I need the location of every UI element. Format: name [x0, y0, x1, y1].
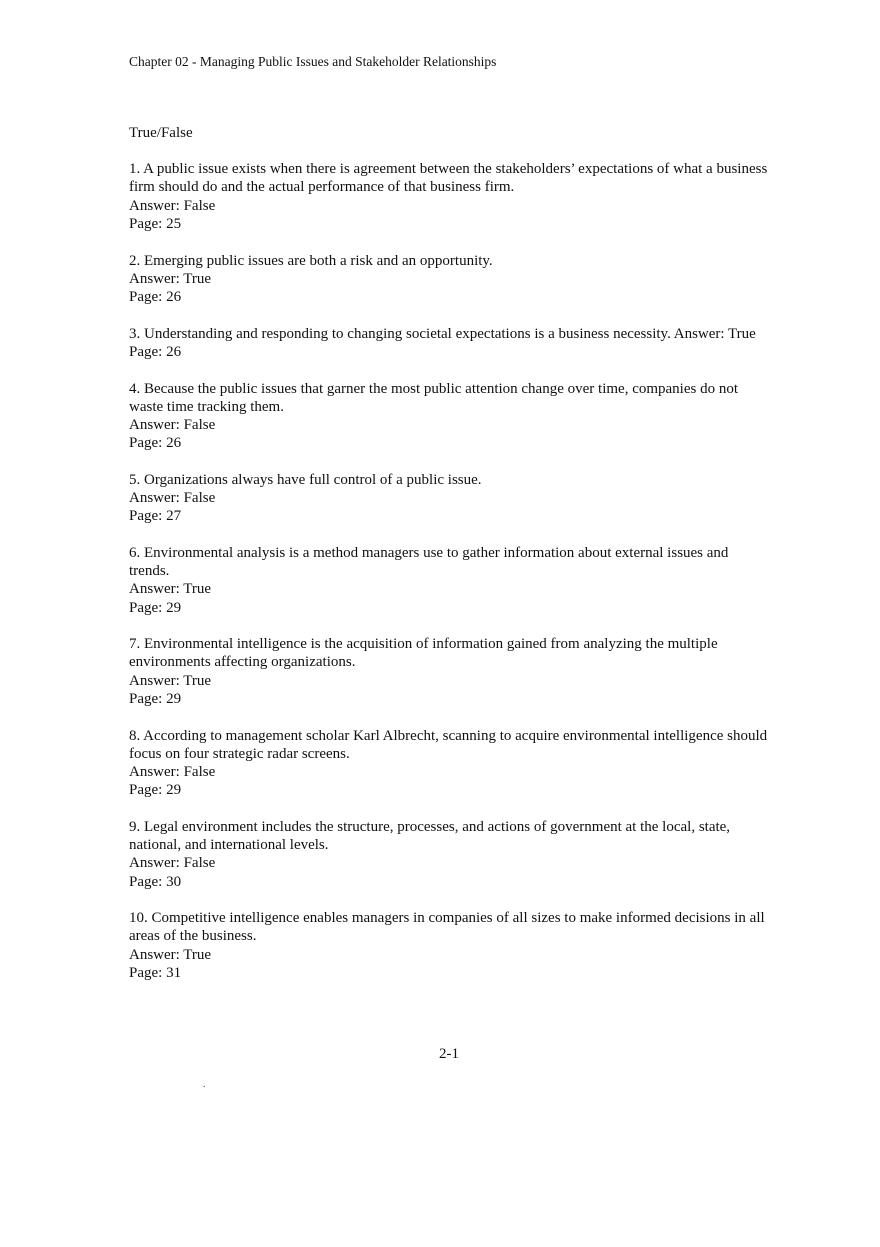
question-page: Page: 30 — [129, 873, 182, 890]
question-answer: Answer: False — [129, 416, 216, 433]
question-text: 3. Understanding and responding to changing societal expectations is a business necessity. Answer: True — [129, 325, 756, 342]
question-page: Page: 27 — [129, 508, 182, 525]
page-header: Chapter 02 - Managing Public Issues and Stakeholder Relationships — [129, 54, 497, 69]
stray-mark: . — [203, 1079, 206, 1090]
question-text: 4. Because the public issues that garner the most public attention change over time, companies do not waste time tracking them. — [129, 380, 739, 415]
question-answer: Answer: True — [129, 581, 212, 598]
question-text: 8. According to management scholar Karl Albrecht, scanning to acquire environmental intelligence should focus on four strategic radar screens. — [129, 727, 768, 762]
question-text: 10. Competitive intelligence enables managers in companies of all sizes to make informed decisions in all areas of the business. — [129, 910, 765, 945]
question-page: Page: 25 — [129, 215, 182, 232]
question-page: Page: 26 — [129, 343, 182, 360]
question-item — [129, 380, 769, 453]
question-answer: Answer: True — [129, 270, 212, 287]
question-item — [129, 160, 769, 233]
question-text: 9. Legal environment includes the structure, processes, and actions of government at the local, state, national, and international levels. — [129, 818, 731, 854]
question-page: Page: 29 — [129, 782, 182, 799]
question-answer: Answer: True — [129, 946, 212, 963]
question-page: Page: 31 — [129, 964, 182, 981]
question-text: 2. Emerging public issues are both a risk and an opportunity. — [129, 252, 493, 269]
document-body — [129, 124, 769, 1001]
question-item — [129, 635, 769, 708]
question-item — [129, 252, 769, 307]
question-answer: Answer: False — [129, 855, 216, 872]
question-page: Page: 26 — [129, 435, 182, 452]
question-item — [129, 471, 769, 526]
question-item — [129, 727, 769, 800]
question-answer: Answer: False — [129, 763, 216, 780]
question-page: Page: 29 — [129, 599, 182, 616]
question-item — [129, 544, 769, 617]
question-page: Page: 26 — [129, 288, 182, 305]
question-text: 5. Organizations always have full control of a public issue. — [129, 471, 482, 488]
question-item — [129, 818, 769, 891]
question-answer: Answer: False — [129, 197, 216, 214]
question-item — [129, 325, 769, 361]
question-answer: Answer: False — [129, 490, 216, 507]
question-text: 6. Environmental analysis is a method managers use to gather information about external issues and trends. — [129, 544, 729, 580]
section-title: True/False — [129, 125, 193, 141]
question-text: 1. A public issue exists when there is agreement between the stakeholders’ expectations of what a business firm should do and the actual performance of that business firm. — [129, 161, 768, 196]
page-number: 2-1 — [439, 1046, 459, 1062]
question-page: Page: 29 — [129, 690, 182, 707]
question-answer: Answer: True — [129, 672, 212, 689]
question-text: 7. Environmental intelligence is the acquisition of information gained from analyzing the multiple environments affecting organizations. — [129, 636, 718, 671]
question-item — [129, 909, 769, 982]
